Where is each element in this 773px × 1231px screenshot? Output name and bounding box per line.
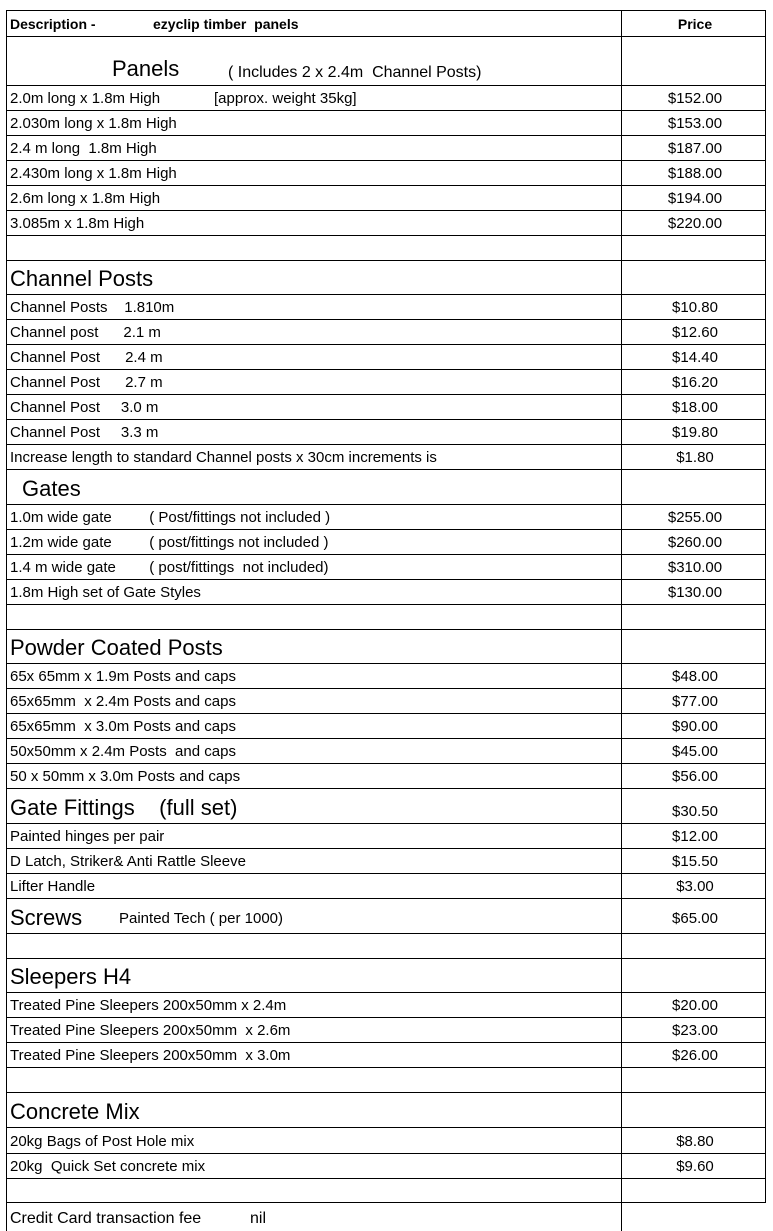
section-powder-coated-posts — [6, 629, 766, 663]
table-row — [6, 444, 766, 469]
item-description: Treated Pine Sleepers 200x50mm x 2.6m — [10, 1022, 291, 1039]
item-price: $12.60 — [672, 324, 718, 341]
table-row — [6, 823, 766, 848]
table-row — [6, 504, 766, 529]
table-row — [6, 1153, 766, 1178]
item-price: $45.00 — [672, 743, 718, 760]
table-row — [6, 419, 766, 444]
row-divider — [6, 604, 766, 605]
item-description: Treated Pine Sleepers 200x50mm x 3.0m — [10, 1047, 291, 1064]
item-price: $20.00 — [672, 997, 718, 1014]
table-row — [6, 319, 766, 344]
credit-card-label: Credit Card transaction fee — [10, 1210, 202, 1227]
item-description: 20kg Bags of Post Hole mix — [10, 1133, 195, 1150]
item-description: 1.2m wide gate ( post/fittings not included ) — [10, 534, 329, 551]
section-screws — [6, 898, 766, 933]
section-note: Painted Tech ( per 1000) — [119, 910, 283, 927]
item-price: $26.00 — [672, 1047, 718, 1064]
section-title: Powder Coated Posts — [10, 635, 223, 660]
item-price: $15.50 — [672, 853, 718, 870]
footer-row — [6, 1202, 766, 1229]
item-description: 50 x 50mm x 3.0m Posts and caps — [10, 768, 241, 785]
item-price: $18.00 — [672, 399, 718, 416]
item-description: 1.8m High set of Gate Styles — [10, 584, 201, 601]
item-description: Channel Post 2.4 m — [10, 349, 163, 366]
description-label: Description - — [10, 16, 96, 32]
table-row — [6, 1017, 766, 1042]
item-description: 65x65mm x 2.4m Posts and caps — [10, 693, 236, 710]
table-row — [6, 579, 766, 604]
table-row — [6, 554, 766, 579]
section-price: $30.50 — [672, 803, 718, 820]
price-column-label: Price — [677, 16, 713, 32]
item-extra: [approx. weight 35kg] — [214, 90, 357, 107]
item-description: 2.030m long x 1.8m High — [10, 115, 177, 132]
table-row — [6, 1042, 766, 1067]
item-description: D Latch, Striker& Anti Rattle Sleeve — [10, 853, 246, 870]
item-description: 2.0m long x 1.8m High — [10, 90, 161, 107]
section-price: $65.00 — [672, 910, 718, 927]
table-row — [6, 369, 766, 394]
table-row — [6, 294, 766, 319]
section-title: Sleepers H4 — [10, 964, 132, 989]
item-price: $187.00 — [667, 140, 723, 157]
item-price: $19.80 — [672, 424, 718, 441]
item-description: Channel post 2.1 m — [10, 324, 161, 341]
item-price: $8.80 — [676, 1133, 714, 1150]
section-title: Panels — [112, 56, 180, 81]
item-description: 1.0m wide gate ( Post/fittings not included ) — [10, 509, 331, 526]
item-description: 3.085m x 1.8m High — [10, 215, 145, 232]
table-row — [6, 344, 766, 369]
section-note: ( Includes 2 x 2.4m Channel Posts) — [228, 64, 482, 81]
section-gate-fittings — [6, 788, 766, 823]
item-price: $153.00 — [667, 115, 723, 132]
item-price: $310.00 — [667, 559, 723, 576]
item-description: 50x50mm x 2.4m Posts and caps — [10, 743, 236, 760]
section-gates — [6, 469, 766, 504]
item-price: $56.00 — [672, 768, 718, 785]
table-row — [6, 848, 766, 873]
table-row — [6, 688, 766, 713]
item-price: $10.80 — [672, 299, 718, 316]
item-price: $48.00 — [672, 668, 718, 685]
item-price: $152.00 — [667, 90, 723, 107]
section-channel-posts — [6, 260, 766, 294]
table-row — [6, 210, 766, 235]
item-price: $1.80 — [676, 449, 714, 466]
item-description: Channel Post 2.7 m — [10, 374, 163, 391]
row-divider — [6, 933, 766, 934]
table-row — [6, 1127, 766, 1153]
row-divider — [6, 1178, 766, 1179]
item-description: Channel Posts 1.810m — [10, 299, 175, 316]
item-price: $255.00 — [667, 509, 723, 526]
item-description: Increase length to standard Channel posts x 30cm increments is — [10, 449, 437, 466]
table-row — [6, 663, 766, 688]
table-row — [6, 110, 766, 135]
item-price: $14.40 — [672, 349, 718, 366]
table-row — [6, 713, 766, 738]
table-row — [6, 394, 766, 419]
table-row — [6, 185, 766, 210]
table-row — [6, 160, 766, 185]
item-price: $260.00 — [667, 534, 723, 551]
table-row — [6, 135, 766, 160]
item-description: 2.6m long x 1.8m High — [10, 190, 161, 207]
section-sleepers — [6, 958, 766, 992]
product-name: ezyclip timber panels — [153, 16, 299, 32]
item-price: $220.00 — [667, 215, 723, 232]
section-panels — [6, 36, 766, 85]
item-description: Lifter Handle — [10, 878, 96, 895]
table-row — [6, 85, 766, 110]
section-concrete-mix — [6, 1092, 766, 1127]
table-row — [6, 738, 766, 763]
table-row — [6, 529, 766, 554]
item-price: $194.00 — [667, 190, 723, 207]
item-description: Treated Pine Sleepers 200x50mm x 2.4m — [10, 997, 287, 1014]
item-description: Painted hinges per pair — [10, 828, 165, 845]
table-row — [6, 873, 766, 898]
item-price: $12.00 — [672, 828, 718, 845]
row-divider — [6, 1067, 766, 1068]
section-title: Channel Posts — [10, 266, 154, 291]
item-price: $16.20 — [672, 374, 718, 391]
item-price: $130.00 — [667, 584, 723, 601]
item-description: 2.4 m long 1.8m High — [10, 140, 157, 157]
section-title: Concrete Mix — [10, 1099, 140, 1124]
item-price: $9.60 — [676, 1158, 714, 1175]
item-price: $3.00 — [676, 878, 714, 895]
item-description: 65x 65mm x 1.9m Posts and caps — [10, 668, 236, 685]
section-title: Gates — [22, 476, 81, 501]
item-description: Channel Post 3.3 m — [10, 424, 159, 441]
item-price: $90.00 — [672, 718, 718, 735]
item-price: $77.00 — [672, 693, 718, 710]
table-row — [6, 763, 766, 788]
item-description: 1.4 m wide gate ( post/fittings not included) — [10, 559, 329, 576]
item-description: 65x65mm x 3.0m Posts and caps — [10, 718, 236, 735]
item-description: Channel Post 3.0 m — [10, 399, 159, 416]
credit-card-value: nil — [250, 1210, 267, 1227]
item-price: $23.00 — [672, 1022, 718, 1039]
row-divider — [6, 235, 766, 236]
section-title: Screws — [10, 905, 83, 930]
item-description: 20kg Quick Set concrete mix — [10, 1158, 206, 1175]
section-title: Gate Fittings (full set) — [10, 795, 238, 820]
item-price: $188.00 — [667, 165, 723, 182]
header-row — [6, 10, 766, 36]
item-description: 2.430m long x 1.8m High — [10, 165, 177, 182]
table-row — [6, 992, 766, 1017]
